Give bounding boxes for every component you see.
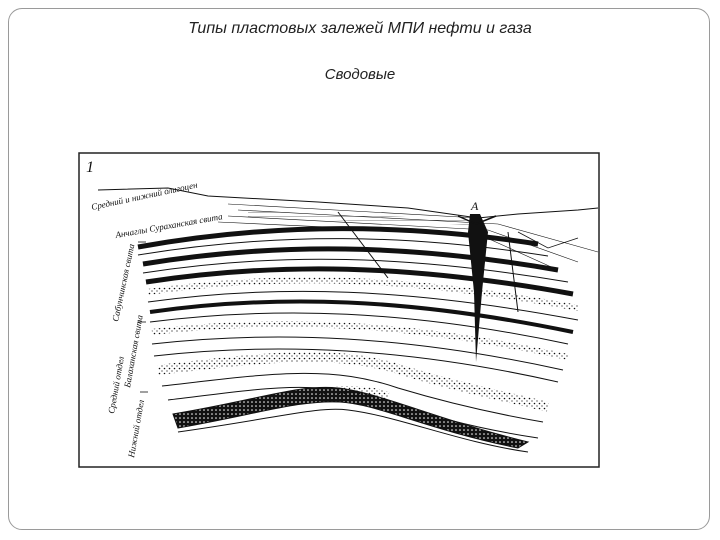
geologic-cross-section [78,152,600,468]
fault-right [508,232,518,312]
unit-label-middle: Средний отдел [106,355,127,415]
slide-title: Типы пластовых залежей МПИ нефти и газа [188,20,532,37]
unit-label-oligocene: Средний и нижний олигоцен [90,179,199,212]
unit-label-surakhan: Анчаглы Сураханская свита [114,211,224,240]
slide-subtitle: Сводовые [324,66,396,83]
marker-label: А [471,199,479,213]
unit-label-lower: Нижний отдел [126,399,147,459]
anticline-reservoir [173,387,528,448]
unit-label-sabunchi: Сабунчинская свита [110,242,137,323]
unit-label-balakhan: Балаханская свита [122,314,145,389]
figure-number: 1 [86,159,94,176]
